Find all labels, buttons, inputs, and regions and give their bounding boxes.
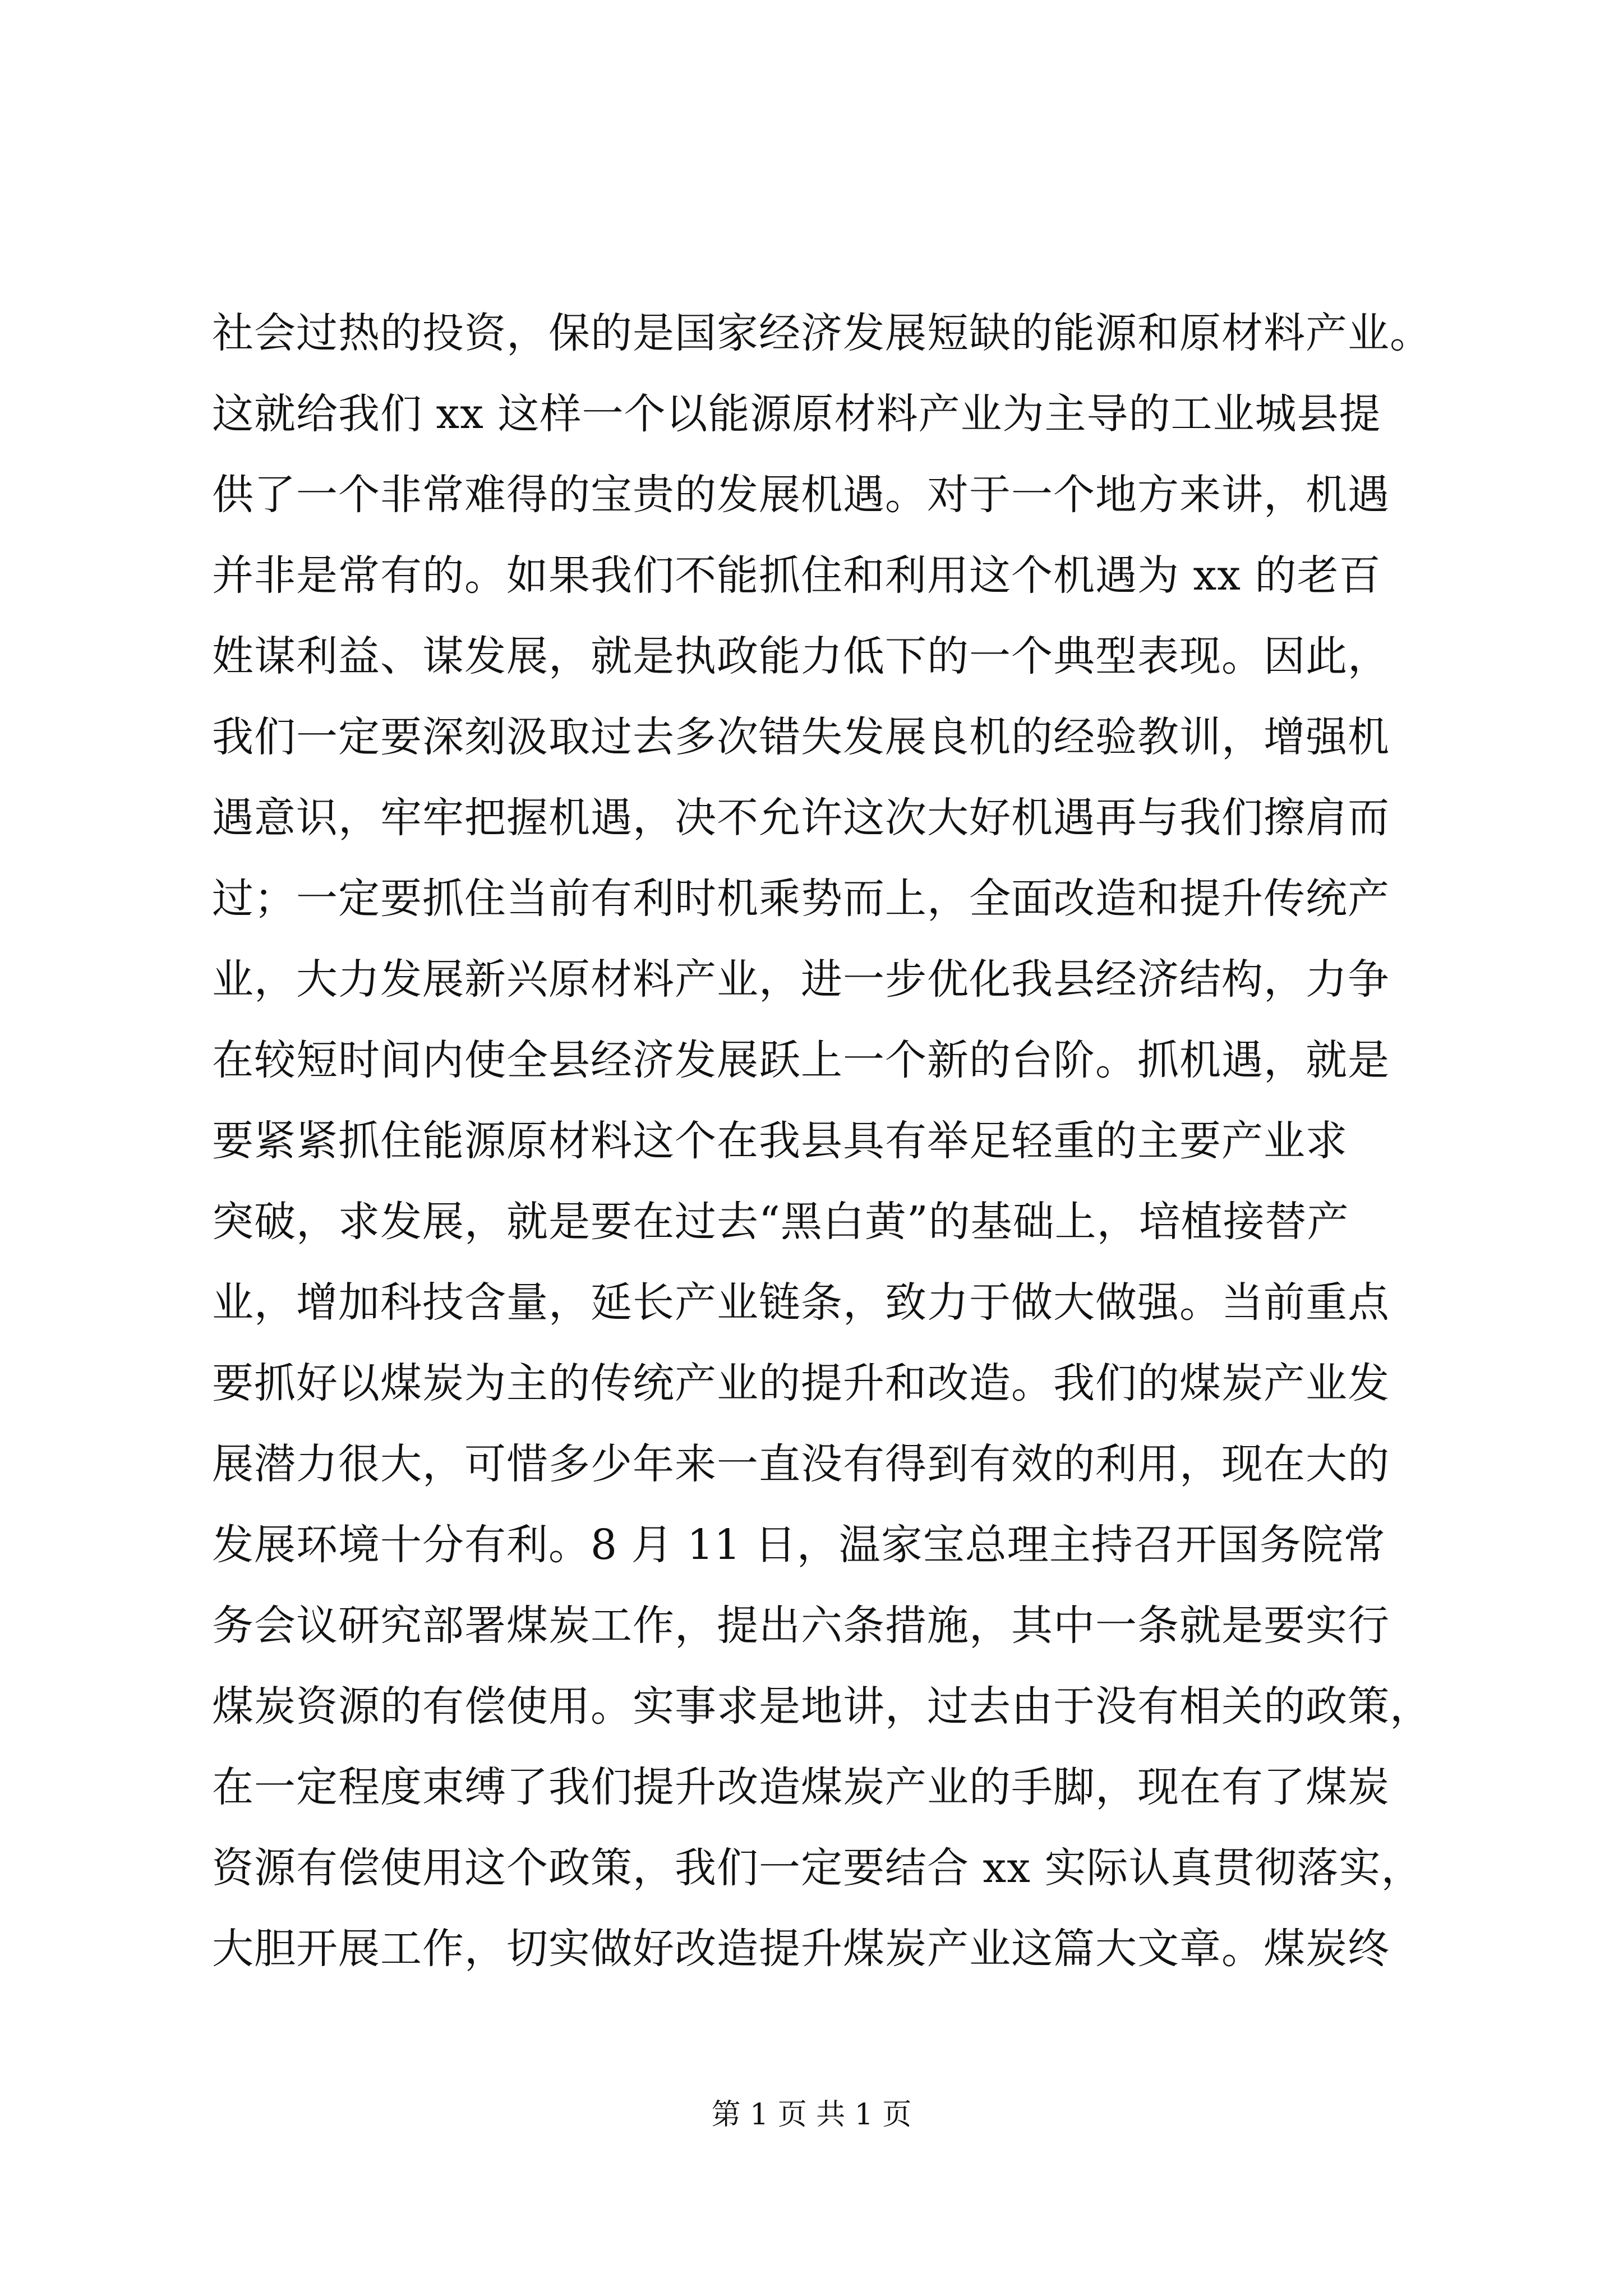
text-line: 要紧紧抓住能源原材料这个在我县具有举足轻重的主要产业求 (212, 1117, 1348, 1165)
text-line: 这就给我们 xx 这样一个以能源原材料产业为主导的工业城县提 (212, 390, 1381, 438)
page-footer: 第 1 页 共 1 页 (711, 2098, 912, 2132)
text-line: 大胆开展工作，切实做好改造提升煤炭产业这篇大文章。煤炭终 (212, 1925, 1390, 1973)
text-line: 煤炭资源的有偿使用。实事求是地讲，过去由于没有相关的政策， (212, 1682, 1432, 1731)
text-line: 并非是常有的。如果我们不能抓住和利用这个机遇为 xx 的老百 (212, 551, 1381, 600)
text-line: 供了一个非常难得的宝贵的发展机遇。对于一个地方来讲，机遇 (212, 471, 1390, 519)
text-line: 过；一定要抓住当前有利时机乘势而上，全面改造和提升传统产 (212, 875, 1390, 923)
text-line: 在一定程度束缚了我们提升改造煤炭产业的手脚，现在有了煤炭 (212, 1763, 1390, 1811)
text-line: 展潜力很大，可惜多少年来一直没有得到有效的利用，现在大的 (212, 1440, 1390, 1488)
body-text (212, 293, 1435, 1989)
text-line: 我们一定要深刻汲取过去多次错失发展良机的经验教训，增强机 (212, 713, 1390, 761)
text-line: 社会过热的投资，保的是国家经济发展短缺的能源和原材料产业。 (212, 309, 1432, 357)
text-line: 要抓好以煤炭为主的传统产业的提升和改造。我们的煤炭产业发 (212, 1359, 1390, 1407)
text-line: 遇意识，牢牢把握机遇，决不允许这次大好机遇再与我们擦肩而 (212, 794, 1390, 842)
text-line: 业，大力发展新兴原材料产业，进一步优化我县经济结构，力争 (212, 955, 1390, 1004)
text-line: 突破，求发展，就是要在过去“黑白黄”的基础上，培植接替产 (212, 1198, 1349, 1246)
text-line: 务会议研究部署煤炭工作，提出六条措施，其中一条就是要实行 (212, 1602, 1390, 1650)
text-line: 业，增加科技含量，延长产业链条，致力于做大做强。当前重点 (212, 1278, 1390, 1327)
text-line: 在较短时间内使全县经济发展跃上一个新的台阶。抓机遇，就是 (212, 1036, 1390, 1084)
text-line: 姓谋利益、谋发展，就是执政能力低下的一个典型表现。因此， (212, 632, 1390, 680)
text-line: 资源有偿使用这个政策，我们一定要结合 xx 实际认真贯彻落实， (212, 1844, 1423, 1892)
text-line: 发展环境十分有利。8 月 11 日，温家宝总理主持召开国务院常 (212, 1521, 1386, 1569)
